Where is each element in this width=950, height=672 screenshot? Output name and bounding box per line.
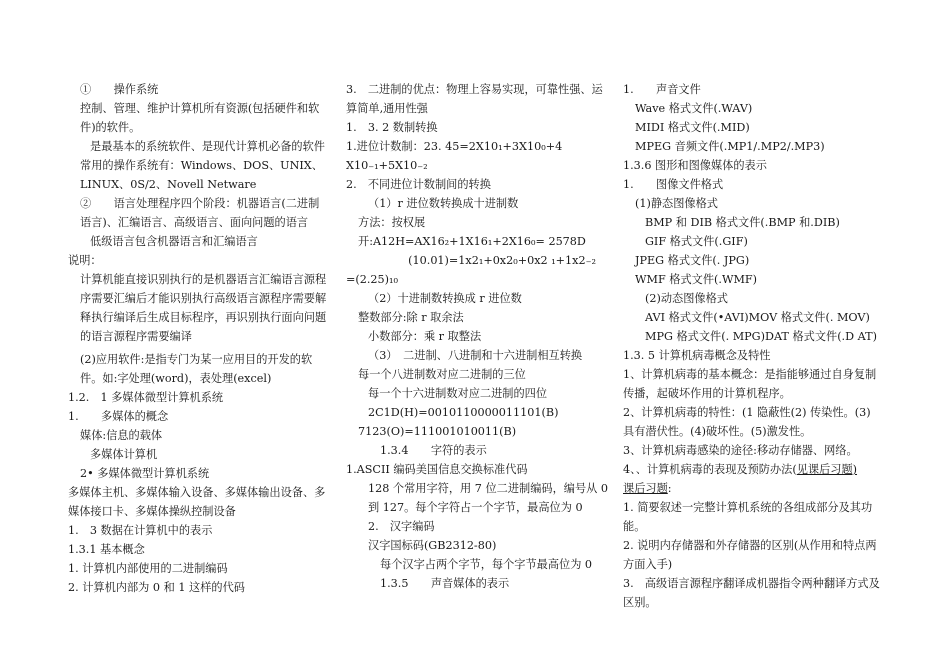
- heading-image-formats: 1. 图像文件格式: [623, 178, 724, 191]
- paragraph-os-common: 常用的操作系统有：Windows、DOS、UNIX、LINUX、0S/2、Novell Netware: [80, 159, 323, 191]
- line-hex-example: 2C1D(H)=0010110000011101(B): [368, 406, 559, 419]
- heading-multimedia-micro-system: 2• 多媒体微型计算机系统: [80, 467, 210, 480]
- text-column-3: [623, 80, 885, 612]
- heading-sound-media: 1.3.5 声音媒体的表示: [380, 577, 510, 590]
- line-zero-one-code: 2. 计算机内部为 0 和 1 这样的代码: [68, 581, 245, 594]
- heading-basic-concepts: 1.3.1 基本概念: [68, 543, 145, 556]
- text-column-2: [346, 80, 608, 593]
- paragraph-os-definition: 控制、管理、维护计算机所有资源(包括硬件和软件)的软件。: [80, 102, 320, 134]
- line-avi-mov: AVI 格式文件(•AVI)MOV 格式文件(. MOV): [645, 311, 870, 324]
- line-hex-four-bits: 每一个十六进制数对应二进制的四位: [368, 387, 548, 400]
- heading-character-representation: 1.3.4 字符的表示: [380, 444, 487, 457]
- line-bin-oct-hex-conversion: （3） 二进制、八进制和十六进制相互转换: [368, 349, 583, 362]
- text-column-1: [68, 80, 330, 597]
- heading-graphics-media: 1.3.6 图形和图像媒体的表示: [623, 159, 767, 172]
- line-octal-example: 7123(O)=111001010011(B): [358, 425, 517, 438]
- paragraph-language-stages: ② 语言处理程序四个阶段：机器语言(二进制语言)、汇编语言、高级语言、面向问题的语言: [80, 197, 320, 229]
- paragraph-virus-definition: 1、计算机病毒的基本概念：是指能够通过自身复制传播，起破坏作用的计算机程序。: [623, 368, 877, 400]
- heading-exercises: [623, 479, 885, 498]
- line-wmf: WMF 格式文件(.WMF): [635, 273, 758, 286]
- exercise-1: 1. 简要叙述一完整计算机系统的各组成部分及其功能。: [623, 501, 873, 533]
- paragraph-ascii-detail: 128 个常用字符，用 7 位二进制编码，编号从 0 到 127。每个字符占一个字节，最高位为 0: [368, 482, 609, 514]
- line-gb2312: 汉字国标码(GB2312-80): [368, 539, 497, 552]
- paragraph-multimedia-components: 多媒体主机、多媒体输入设备、多媒体输出设备、多媒体接口卡、多媒体操纵控制设备: [68, 486, 326, 518]
- paragraph-binary-advantages: 3. 二进制的优点：物理上容易实现，可靠性强、运算简单,通用性强: [346, 83, 603, 115]
- colon: :: [667, 482, 672, 495]
- heading-data-representation: 1. 3 数据在计算机中的表示: [68, 524, 213, 537]
- line-gif: GIF 格式文件(.GIF): [645, 235, 748, 248]
- line-midi-format: MIDI 格式文件(.MID): [635, 121, 750, 134]
- line-chinese-char-bytes: 每个汉字占两个字节，每个字节最高位为 0: [380, 558, 593, 571]
- line-binary-encoding: 1. 计算机内部使用的二进制编码: [68, 562, 228, 575]
- text-exercises: 课后习题: [623, 482, 668, 495]
- line-binary-fraction-example: (10.01)=1x2₁+0x2₀+0x2 ₁+1x2₋₂: [408, 254, 596, 267]
- line-decimal-to-r: （2）十进制数转换成 r 进位数: [368, 292, 522, 305]
- line-virus-paths: 3、计算机病毒感染的途径:移动存储器、网络。: [623, 444, 858, 457]
- paragraph-application-software: (2)应用软件:是指专门为某一应用目的开发的软件。如:字处理(word)，表处理(excel): [80, 353, 313, 385]
- line-positional-notation: 1.进位计数制：23. 45=2X10₁+3X10₀+4 X10₋₁+5X10₋₂: [346, 140, 563, 172]
- line-jpeg: JPEG 格式文件(. JPG): [635, 254, 750, 267]
- line-ascii-encoding: 1.ASCII 编码美国信息交换标准代码: [346, 463, 528, 476]
- heading-sound-files: 1. 声音文件: [623, 83, 701, 96]
- line-mpg-dat: MPG 格式文件(. MPG)DAT 格式文件(.D AT): [645, 330, 877, 343]
- line-octal-three-bits: 每一个八进制数对应二进制的三位: [358, 368, 526, 381]
- heading-chinese-encoding: 2. 汉字编码: [368, 520, 435, 533]
- line-multimedia-computer: 多媒体计算机: [90, 448, 158, 461]
- line-mpeg-audio: MPEG 音频文件(.MP1/.MP2/.MP3): [635, 140, 825, 153]
- line-media-definition: 媒体:信息的载体: [80, 429, 163, 442]
- exercise-2: 2. 说明内存储器和外存储器的区别(从作用和特点两方面入手): [623, 539, 877, 571]
- line-weight-expansion: 方法：按权展开:A12H=AX16₂+1X16₁+2X16₀= 2578D: [358, 216, 586, 248]
- heading-multimedia-system: 1.2. 1 多媒体微型计算机系统: [68, 391, 224, 404]
- text-virus-prevention: 4、、计算机病毒的表现及预防办法(: [623, 463, 797, 476]
- heading-dynamic-image: (2)动态图像格式: [645, 292, 728, 305]
- paragraph-note-content: 计算机能直接识别执行的是机器语言汇编语言源程序需要汇编后才能识别执行高级语言源程序需要解释执行编译后生成目标程序，再识别执行面向问题的语言源程序需要编译: [80, 273, 327, 343]
- paragraph-os-basic: 是最基本的系统软件、是现代计算机必备的软件: [90, 140, 325, 153]
- paragraph-low-level-language: 低级语言包含机器语言和汇编语言: [90, 235, 258, 248]
- line-bmp-dib: BMP 和 DIB 格式文件(.BMP 和.DIB): [645, 216, 840, 229]
- heading-static-image: (1)静态图像格式: [635, 197, 718, 210]
- label-note: 说明：: [68, 254, 102, 267]
- line-wave-format: Wave 格式文件(.WAV): [635, 102, 753, 115]
- paragraph-virus-traits: 2、计算机病毒的特性：(1 隐蔽性(2) 传染性。(3) 具有潜伏性。(4)破坏性。(5)激发性。: [623, 406, 871, 438]
- heading-operating-system: ① 操作系统: [80, 83, 159, 96]
- line-r-to-decimal: （1）r 进位数转换成十进制数: [368, 197, 519, 210]
- line-virus-prevention: [623, 460, 885, 479]
- heading-base-conversion: 2. 不同进位计数制间的转换: [346, 178, 491, 191]
- heading-multimedia-concept: 1. 多媒体的概念: [68, 410, 169, 423]
- exercise-3: 3. 高级语言源程序翻译成机器指令两种翻译方式及区别。: [623, 577, 880, 609]
- line-binary-fraction-result: =(2.25)₁₀: [346, 273, 398, 286]
- link-see-exercises: 见课后习题): [796, 463, 858, 476]
- line-fraction-part-method: 小数部分：乘 r 取整法: [368, 330, 482, 343]
- heading-virus-concept: 1.3. 5 计算机病毒概念及特性: [623, 349, 771, 362]
- heading-number-conversion: 1. 3. 2 数制转换: [346, 121, 438, 134]
- line-integer-part-method: 整数部分:除 r 取余法: [358, 311, 464, 324]
